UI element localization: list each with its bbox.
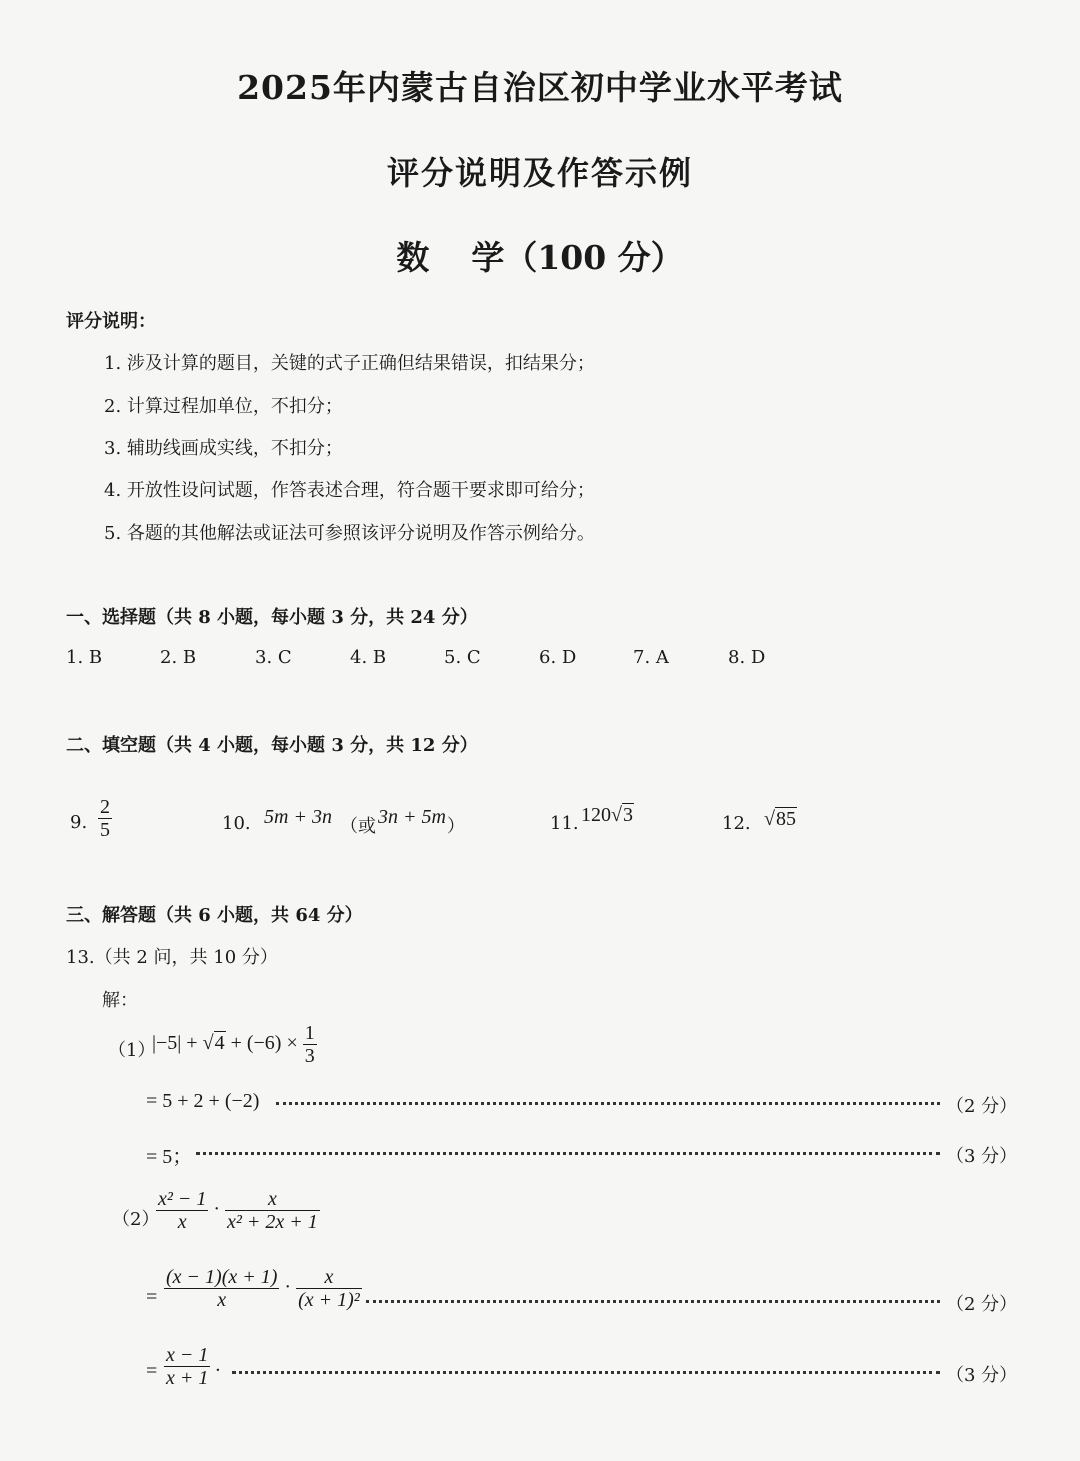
- fill-q10-alt-answer: 3n + 5m: [378, 806, 446, 828]
- exam-title: 2025年内蒙古自治区初中学业水平考试: [237, 68, 843, 107]
- scoring-note-1: 1. 涉及计算的题目，关键的式子正确但结果错误，扣结果分；: [104, 353, 595, 374]
- part2-score1: （2 分）: [946, 1294, 1018, 1315]
- choice-answer-2: 2. B: [160, 647, 197, 668]
- fraction-numerator: x² − 1: [158, 1188, 207, 1210]
- part2-score2: （3 分）: [946, 1365, 1018, 1386]
- fill-q9-label: 9.: [70, 812, 88, 833]
- choice-answer-3: 3. C: [255, 647, 292, 668]
- choice-answer-8: 8. D: [728, 647, 766, 668]
- part1-score2: （3 分）: [946, 1146, 1018, 1167]
- subject-char-1: 数: [396, 238, 430, 277]
- fraction-numerator: 1: [304, 1022, 315, 1044]
- fraction-denominator: 3: [304, 1045, 315, 1067]
- fill-q9-answer: [98, 796, 112, 841]
- choice-answer-4: 4. B: [350, 647, 387, 668]
- fraction-numerator: (x − 1)(x + 1): [166, 1266, 278, 1288]
- fill-q12-answer: [764, 808, 797, 831]
- square-root: √85: [764, 808, 796, 830]
- part1-score1: （2 分）: [946, 1096, 1018, 1117]
- fraction-numerator: x − 1: [166, 1344, 209, 1366]
- fraction-denominator: x: [217, 1289, 227, 1311]
- section-fill-heading: 二、填空题（共 4 小题，每小题 3 分，共 12 分）: [66, 735, 478, 756]
- leader-dots: [366, 1300, 940, 1303]
- fill-q11-label: 11.: [550, 813, 579, 834]
- choice-answer-7: 7. A: [633, 647, 669, 668]
- section-choice-heading: 一、选择题（共 8 小题，每小题 3 分，共 24 分）: [66, 607, 478, 628]
- fill-q12-label: 12.: [722, 813, 751, 834]
- fraction-numerator: x: [296, 1266, 362, 1289]
- leader-dots: [196, 1152, 940, 1155]
- fraction-denominator: (x + 1)²: [298, 1289, 360, 1311]
- subject-title: [0, 232, 1080, 279]
- part2-step2: $\frac{x - 1}{x + 1}$ .: [166, 1344, 221, 1389]
- choice-answer-5: 5. C: [444, 647, 481, 668]
- fraction-numerator: x: [225, 1188, 320, 1211]
- fraction-denominator: x: [177, 1211, 187, 1233]
- radicand: 85: [775, 808, 796, 830]
- coefficient: 120: [581, 804, 611, 826]
- fill-q11-answer: [581, 804, 634, 827]
- square-root: √3: [611, 804, 633, 826]
- fraction-denominator: x + 1: [166, 1367, 209, 1389]
- scoring-note-3: 3. 辅助线画成实线，不扣分；: [104, 438, 343, 459]
- q13-label: 13.（共 2 问，共 10 分）: [66, 947, 278, 968]
- scoring-note-5: 5. 各题的其他解法或证法可参照该评分说明及作答示例给分。: [104, 523, 595, 544]
- fill-q10-alt-open: （或: [340, 816, 376, 837]
- part1-step1: = 5 + 2 + (−2): [146, 1090, 260, 1112]
- radicand: 4: [214, 1032, 225, 1055]
- scoring-notes-heading: 评分说明：: [66, 311, 156, 332]
- fraction-numerator: 2: [100, 796, 110, 818]
- equals-sign: =: [146, 1360, 158, 1382]
- exam-subtitle: 评分说明及作答示例: [386, 154, 693, 192]
- choice-answer-6: 6. D: [539, 647, 577, 668]
- part2-label: （2）: [112, 1209, 160, 1230]
- radicand: 3: [622, 804, 633, 826]
- leader-dots: [232, 1371, 940, 1374]
- scoring-note-2: 2. 计算过程加单位，不扣分；: [104, 396, 343, 417]
- part1-step2: = 5；: [146, 1146, 193, 1168]
- section-solve-heading: 三、解答题（共 6 小题，共 64 分）: [66, 905, 363, 926]
- subject-rest: 学（100 分）: [471, 238, 684, 277]
- part2-expression: $\frac{\text{x² − 1}}{x}$ · $\frac{x}{\text{x² + 2x + 1}}$: [158, 1188, 318, 1233]
- fraction-denominator: 5: [100, 819, 110, 841]
- part1-label: （1）: [108, 1040, 156, 1061]
- equals-sign: =: [146, 1286, 158, 1308]
- part2-step1: $\frac{(x - 1)(x + 1)}{x}$ · $\frac{x}{\text{(x + 1)²}}$: [166, 1266, 360, 1311]
- leader-dots: [276, 1102, 940, 1105]
- choice-answer-1: 1. B: [66, 647, 103, 668]
- expr-part-b: + (−6) ×: [225, 1032, 303, 1055]
- square-root: √4: [202, 1032, 225, 1055]
- fill-q10-label: 10.: [222, 813, 251, 834]
- fill-q10-answer: 5m + 3n: [264, 806, 332, 828]
- fill-q10-alt-close: ）: [447, 816, 465, 837]
- fraction-denominator: x² + 2x + 1: [227, 1211, 318, 1233]
- scoring-note-4: 4. 开放性设问试题，作答表述合理，符合题干要求即可给分；: [104, 480, 595, 501]
- expr-part-a: |−5| +: [152, 1032, 203, 1055]
- part1-expression: [152, 1022, 317, 1067]
- solve-label: 解：: [102, 990, 138, 1011]
